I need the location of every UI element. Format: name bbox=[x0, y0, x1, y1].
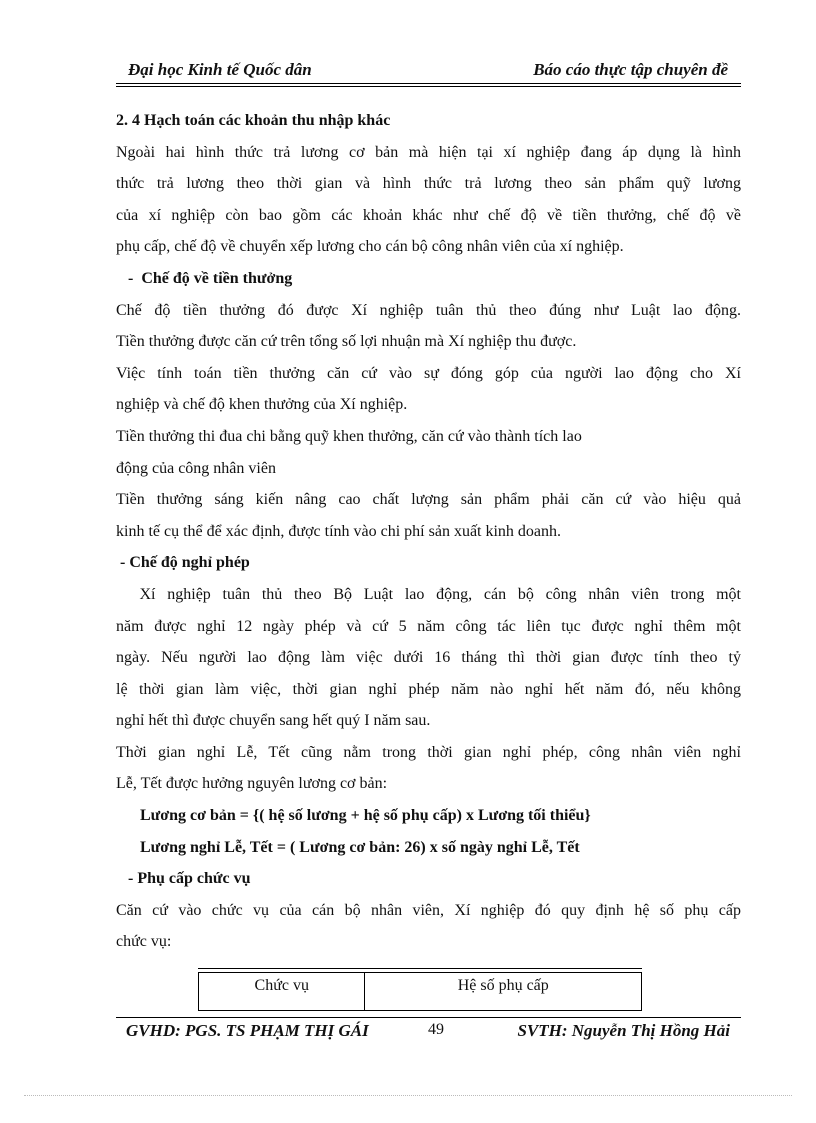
paragraph-line: nghiệp và chế độ khen thưởng của Xí nghiệp. bbox=[116, 396, 408, 414]
paragraph-line: Tiền thưởng thi đua chi bằng quỹ khen thưởng, căn cứ vào thành tích lao bbox=[116, 427, 582, 445]
footer-supervisor: GVHD: PGS. TS PHẠM THỊ GÁI bbox=[126, 1021, 369, 1040]
paragraph-line: động của công nhân viên bbox=[116, 459, 276, 477]
paragraph-line: Tiền thưởng sáng kiến nâng cao chất lượng sản phẩm phải căn cứ vào hiệu quả bbox=[116, 491, 741, 509]
subheading-leave: - Chế độ nghỉ phép bbox=[120, 554, 250, 572]
paragraph-line: Căn cứ vào chức vụ của cán bộ nhân viên, Xí nghiệp đó quy định hệ số phụ cấp bbox=[116, 901, 741, 919]
header-left-title: Đại học Kinh tế Quốc dân bbox=[128, 60, 312, 79]
table-header-position: Chức vụ bbox=[199, 973, 365, 1011]
paragraph-line: Lễ, Tết được hưởng nguyên lương cơ bản: bbox=[116, 775, 388, 793]
page-break-divider bbox=[24, 1095, 792, 1096]
paragraph-line: của xí nghiệp còn bao gồm các khoản khác như chế độ về tiền thưởng, chế độ về bbox=[116, 206, 741, 224]
header-rule-bottom bbox=[116, 86, 741, 87]
paragraph-line: phụ cấp, chế độ về chuyển xếp lương cho cán bộ công nhân viên của xí nghiệp. bbox=[116, 238, 624, 256]
subheading-allowance: - Phụ cấp chức vụ bbox=[128, 870, 251, 888]
footer-student: SVTH: Nguyễn Thị Hồng Hải bbox=[517, 1021, 730, 1040]
table-header-coefficient: Hệ số phụ cấp bbox=[365, 973, 642, 1011]
header-right-title: Báo cáo thực tập chuyên đề bbox=[533, 60, 728, 79]
subheading-bonus: - Chế độ về tiền thưởng bbox=[128, 269, 293, 287]
table-top-rule bbox=[198, 968, 642, 969]
formula-holiday-salary: Lương nghỉ Lễ, Tết = ( Lương cơ bản: 26) x số ngày nghỉ Lễ, Tết bbox=[140, 838, 580, 856]
paragraph-line: thức trả lương theo thời gian và hình thức trả lương theo sản phẩm quỹ lương bbox=[116, 175, 741, 193]
formula-base-salary: Lương cơ bản = {( hệ số lương + hệ số phụ cấp) x Lương tối thiểu} bbox=[140, 807, 591, 825]
page-content bbox=[116, 105, 741, 958]
header-rule-top bbox=[116, 83, 741, 84]
allowance-table bbox=[198, 972, 642, 1011]
table-header-row bbox=[199, 973, 642, 1011]
paragraph-line: Ngoài hai hình thức trả lương cơ bản mà hiện tại xí nghiệp đang áp dụng là hình bbox=[116, 143, 741, 161]
paragraph-line: Thời gian nghỉ Lễ, Tết cũng nằm trong thời gian nghỉ phép, công nhân viên nghỉ bbox=[116, 743, 741, 761]
section-heading: 2. 4 Hạch toán các khoản thu nhập khác bbox=[116, 112, 391, 129]
paragraph-line: Việc tính toán tiền thưởng căn cứ vào sự đóng góp của người lao động cho Xí bbox=[116, 364, 741, 382]
paragraph-line: Chế độ tiền thưởng đó được Xí nghiệp tuân thủ theo đúng như Luật lao động. bbox=[116, 301, 741, 319]
paragraph-line: Xí nghiệp tuân thủ theo Bộ Luật lao động, cán bộ công nhân viên trong một bbox=[116, 585, 741, 603]
paragraph-line: ngày. Nếu người lao động làm việc dưới 16 tháng thì thời gian được tính theo tỷ bbox=[116, 649, 741, 667]
paragraph-line: năm được nghỉ 12 ngày phép và cứ 5 năm công tác liên tục được nghỉ thêm một bbox=[116, 617, 741, 635]
footer-rule bbox=[116, 1017, 741, 1018]
paragraph-line: Tiền thưởng được căn cứ trên tổng số lợi nhuận mà Xí nghiệp thu được. bbox=[116, 333, 577, 351]
page-number: 49 bbox=[428, 1021, 444, 1038]
paragraph-line: chức vụ: bbox=[116, 933, 172, 951]
paragraph-line: nghỉ hết thì được chuyển sang hết quý I năm sau. bbox=[116, 712, 431, 730]
paragraph-line: kinh tế cụ thể để xác định, được tính vào chi phí sản xuất kinh doanh. bbox=[116, 522, 562, 540]
paragraph-line: lệ thời gian làm việc, thời gian nghỉ phép năm nào nghỉ hết năm đó, nếu không bbox=[116, 680, 741, 698]
